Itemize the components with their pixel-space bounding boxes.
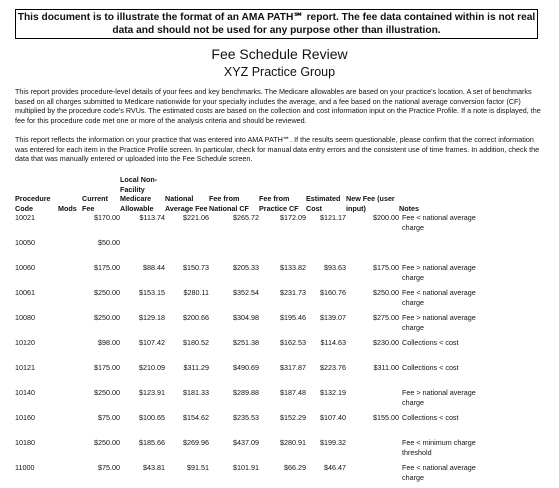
cell-current-fee: $175.00 — [94, 363, 120, 372]
cell-mods — [58, 388, 82, 413]
col-header-procedure-code: Procedure Code — [15, 194, 51, 213]
cell-notes: Collections < cost — [402, 338, 459, 347]
cell-medicare-allowable: $123.91 — [139, 388, 165, 397]
cell-fee-national-cf: $265.72 — [233, 213, 259, 222]
report-subtitle: XYZ Practice Group — [223, 65, 336, 79]
cell-current-fee: $75.00 — [98, 463, 120, 472]
cell-fee-national-cf: $251.38 — [233, 338, 259, 347]
cell-medicare-allowable: $210.09 — [139, 363, 165, 372]
cell-current-fee: $50.00 — [98, 238, 120, 247]
cell-medicare-allowable: $88.44 — [143, 263, 165, 272]
cell-notes: Collections < cost — [402, 413, 459, 422]
table-row — [15, 338, 492, 363]
col-header-medicare-allowable: Local Non-Facility Medicare Allowable — [120, 175, 158, 213]
cell-medicare-allowable: $107.42 — [139, 338, 165, 347]
cell-fee-practice-cf: $66.29 — [284, 463, 306, 472]
fee-table-body — [15, 213, 492, 488]
cell-fee-national-cf: $289.88 — [233, 388, 259, 397]
cell-estimated-cost: $223.76 — [320, 363, 346, 372]
cell-new-fee — [346, 438, 399, 463]
cell-new-fee — [346, 463, 399, 488]
cell-procedure-code: 10160 — [15, 413, 35, 422]
col-header-current-fee: Current Fee — [82, 194, 108, 213]
col-header-national-average-fee: National Average Fee — [165, 194, 208, 213]
cell-estimated-cost: $46.47 — [324, 463, 346, 472]
cell-procedure-code: 10061 — [15, 288, 35, 297]
cell-new-fee: $155.00 — [373, 413, 399, 422]
cell-estimated-cost: $121.17 — [320, 213, 346, 222]
guidance-paragraph: This report reflects the information on your practice that was entered into AMA PATH℠. If the results seem questionable, please confirm that the correct information was entered for each item in the Practice Profile screen. In particular, check for manual data entry errors and the consistent use of time frames. In addition, check the data that was manually entered or uploaded into the Fee Schedule screen. — [15, 135, 540, 164]
cell-medicare-allowable: $100.65 — [139, 413, 165, 422]
table-row — [15, 288, 492, 313]
cell-current-fee: $250.00 — [94, 438, 120, 447]
cell-fee-national-cf: $101.91 — [233, 463, 259, 472]
cell-notes: Fee < national average charge — [402, 463, 476, 482]
cell-fee-practice-cf: $172.09 — [280, 213, 306, 222]
cell-notes: Fee < minimum charge threshold — [402, 438, 476, 457]
cell-fee-practice-cf — [259, 238, 306, 263]
cell-estimated-cost: $107.40 — [320, 413, 346, 422]
cell-mods — [58, 213, 82, 238]
cell-estimated-cost: $132.19 — [320, 388, 346, 397]
cell-mods — [58, 263, 82, 288]
cell-fee-practice-cf: $231.73 — [280, 288, 306, 297]
cell-fee-practice-cf: $317.87 — [280, 363, 306, 372]
cell-fee-practice-cf: $133.82 — [280, 263, 306, 272]
table-row — [15, 313, 492, 338]
table-row — [15, 213, 492, 238]
cell-current-fee: $175.00 — [94, 263, 120, 272]
cell-medicare-allowable: $129.18 — [139, 313, 165, 322]
fee-table-header-row — [15, 175, 492, 213]
cell-fee-practice-cf: $152.29 — [280, 413, 306, 422]
cell-notes: Collections < cost — [402, 363, 459, 372]
cell-procedure-code: 10121 — [15, 363, 35, 372]
cell-medicare-allowable: $43.81 — [143, 463, 165, 472]
cell-notes: Fee > national average charge — [402, 313, 476, 332]
cell-fee-practice-cf: $195.46 — [280, 313, 306, 322]
cell-procedure-code: 11000 — [15, 463, 35, 472]
intro-paragraph: This report provides procedure-level details of your fees and key benchmarks. The Medicare allowables are based on your practice's location. A set of benchmarks based on all charges submitted to Medicare nationwide for your specialty includes the average, and a fee based on the national average conversion factor (CF) multiplied by the procedure code's RVUs. The estimated costs are based on the collection and cost information input on the Practice Profile. If a note is displayed, the fee for this procedure code met one or more of the analysis criteria and should be reviewed. — [15, 87, 541, 126]
cell-procedure-code: 10050 — [15, 238, 35, 247]
table-row — [15, 363, 492, 388]
table-row — [15, 438, 492, 463]
table-row — [15, 263, 492, 288]
cell-national-average-fee: $221.06 — [183, 213, 209, 222]
col-header-new-fee: New Fee (user input) — [346, 194, 395, 213]
cell-new-fee: $275.00 — [373, 313, 399, 322]
cell-new-fee: $200.00 — [373, 213, 399, 222]
cell-procedure-code: 10080 — [15, 313, 35, 322]
disclaimer-box: This document is to illustrate the format of an AMA PATH℠ report. The fee data contained within is not real data and should not be used for any purpose other than illustration. — [15, 9, 538, 39]
table-row — [15, 413, 492, 438]
cell-fee-practice-cf: $280.91 — [280, 438, 306, 447]
cell-mods — [58, 288, 82, 313]
cell-fee-national-cf: $352.54 — [233, 288, 259, 297]
cell-estimated-cost — [306, 238, 346, 263]
cell-medicare-allowable: $113.74 — [139, 213, 165, 222]
cell-mods — [58, 338, 82, 363]
cell-medicare-allowable: $153.15 — [139, 288, 165, 297]
cell-national-average-fee: $154.62 — [183, 413, 209, 422]
cell-fee-practice-cf: $162.53 — [280, 338, 306, 347]
cell-estimated-cost: $160.76 — [320, 288, 346, 297]
cell-fee-national-cf: $304.98 — [233, 313, 259, 322]
cell-notes: Fee < national average charge — [402, 288, 476, 307]
cell-procedure-code: 10180 — [15, 438, 35, 447]
cell-estimated-cost: $199.32 — [320, 438, 346, 447]
cell-mods — [58, 413, 82, 438]
cell-current-fee: $250.00 — [94, 288, 120, 297]
cell-national-average-fee — [165, 238, 209, 263]
cell-medicare-allowable — [120, 238, 165, 263]
cell-national-average-fee: $200.66 — [183, 313, 209, 322]
col-header-notes: Notes — [399, 203, 419, 213]
cell-new-fee — [346, 388, 399, 413]
cell-current-fee: $250.00 — [94, 388, 120, 397]
cell-current-fee: $250.00 — [94, 313, 120, 322]
cell-medicare-allowable: $185.66 — [139, 438, 165, 447]
cell-fee-national-cf: $235.53 — [233, 413, 259, 422]
cell-mods — [58, 438, 82, 463]
cell-fee-national-cf: $205.33 — [233, 263, 259, 272]
col-header-mods: Mods — [58, 203, 77, 213]
cell-notes: Fee > national average charge — [402, 388, 476, 407]
cell-notes: Fee > national average charge — [402, 263, 476, 282]
cell-current-fee: $98.00 — [98, 338, 120, 347]
table-row — [15, 388, 492, 413]
cell-national-average-fee: $181.33 — [183, 388, 209, 397]
report-title: Fee Schedule Review — [211, 46, 348, 62]
cell-fee-national-cf: $437.09 — [233, 438, 259, 447]
cell-mods — [58, 313, 82, 338]
cell-new-fee — [346, 238, 399, 263]
cell-notes — [399, 238, 492, 263]
cell-fee-practice-cf: $187.48 — [280, 388, 306, 397]
cell-procedure-code: 10060 — [15, 263, 35, 272]
cell-mods — [58, 238, 82, 263]
table-row — [15, 238, 492, 263]
cell-national-average-fee: $150.73 — [183, 263, 209, 272]
table-row — [15, 463, 492, 488]
cell-current-fee: $170.00 — [94, 213, 120, 222]
cell-national-average-fee: $280.11 — [183, 288, 209, 297]
cell-national-average-fee: $180.52 — [183, 338, 209, 347]
cell-mods — [58, 463, 82, 488]
cell-current-fee: $75.00 — [98, 413, 120, 422]
fee-table — [15, 175, 492, 488]
cell-national-average-fee: $269.96 — [183, 438, 209, 447]
cell-procedure-code: 10021 — [15, 213, 35, 222]
cell-new-fee: $230.00 — [373, 338, 399, 347]
cell-new-fee: $311.00 — [373, 363, 399, 372]
cell-estimated-cost: $114.63 — [320, 338, 346, 347]
cell-notes: Fee < national average charge — [402, 213, 476, 232]
cell-mods — [58, 363, 82, 388]
cell-new-fee: $175.00 — [373, 263, 399, 272]
cell-estimated-cost: $93.63 — [324, 263, 346, 272]
cell-procedure-code: 10140 — [15, 388, 35, 397]
cell-national-average-fee: $91.51 — [187, 463, 209, 472]
col-header-fee-national-cf: Fee from National CF — [209, 194, 249, 213]
col-header-fee-practice-cf: Fee from Practice CF — [259, 194, 299, 213]
cell-fee-national-cf — [209, 238, 259, 263]
cell-fee-national-cf: $490.69 — [233, 363, 259, 372]
cell-new-fee: $250.00 — [373, 288, 399, 297]
cell-procedure-code: 10120 — [15, 338, 35, 347]
cell-estimated-cost: $139.07 — [320, 313, 346, 322]
cell-national-average-fee: $311.29 — [183, 363, 209, 372]
col-header-estimated-cost: Estimated Cost — [306, 194, 341, 213]
